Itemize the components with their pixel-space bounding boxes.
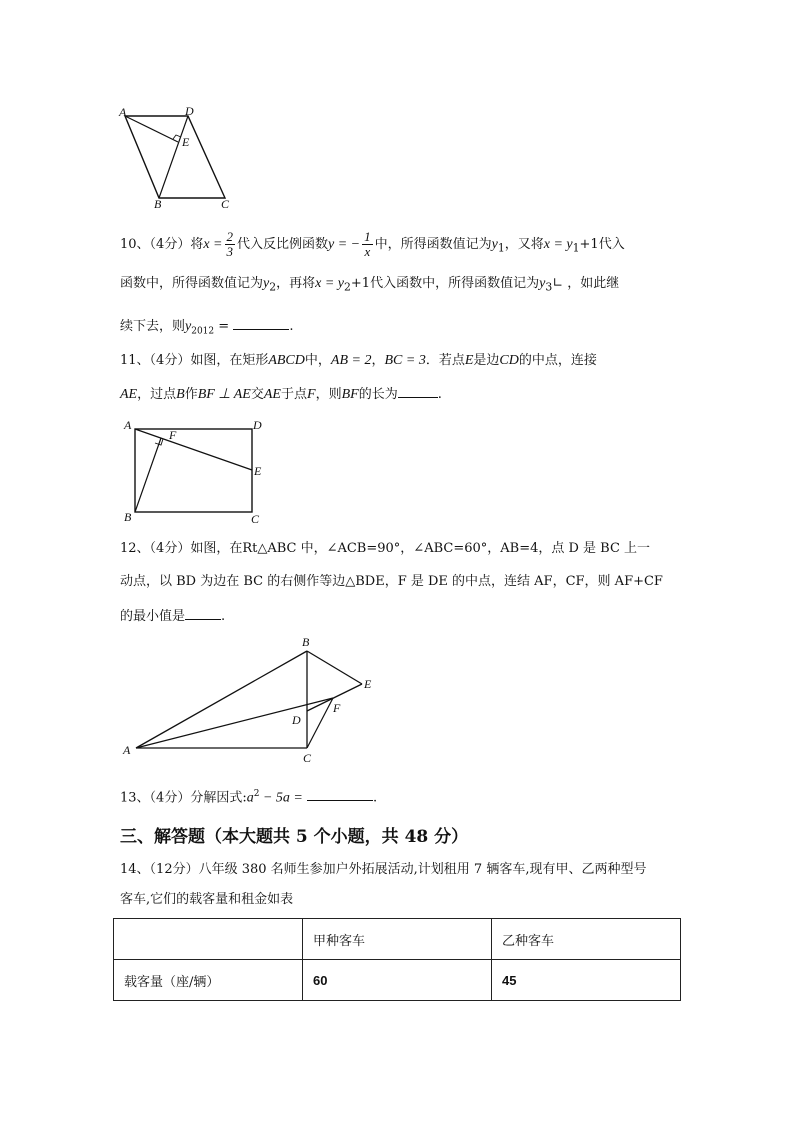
- q10-fraction-2-3: $\frac{2}{3}$: [226, 229, 233, 259]
- q9-label-c: C: [221, 197, 230, 210]
- q12-label-d: D: [292, 713, 301, 727]
- q12-label-c: C: [303, 751, 312, 765]
- rent-table: [113, 918, 681, 1001]
- q14-line-2: 客车,它们的载客量和租金如表: [120, 892, 294, 907]
- q10-answer-blank: [233, 315, 289, 330]
- q12-line-3: 的最小值是 .: [120, 605, 225, 627]
- table-header-cell: [114, 919, 303, 960]
- q11-figure: [118, 415, 278, 527]
- q11-line-1: 11、（4分）如图，在矩形ABCD中，AB = 2，BC = 3．若点E是边CD的中点，连接: [120, 353, 597, 368]
- q11-label-f: F: [169, 428, 177, 442]
- q11-line-2: AE，过点B作BF ⊥ AE交AE于点F，则BF的长为 .: [120, 383, 442, 405]
- q12-answer-blank: [185, 605, 221, 620]
- q12-label-b: B: [302, 635, 310, 649]
- q9-label-e: E: [182, 135, 190, 149]
- q13-answer-blank: [307, 786, 373, 801]
- q11-label-e: E: [254, 464, 262, 478]
- q9-label-b: B: [154, 197, 162, 210]
- table-header-cell: 乙种客车: [492, 919, 681, 960]
- q11-label-c: C: [251, 512, 260, 526]
- q12-label-e: E: [364, 677, 372, 691]
- q13-line: 13、（4分）分解因式$:a^2 - 5a$ = .: [120, 784, 377, 808]
- q12-label-f: F: [333, 701, 341, 715]
- q9-figure: [115, 105, 245, 210]
- table-row: [114, 960, 681, 1001]
- q12-label-a: A: [123, 743, 131, 757]
- table-cell: 60: [303, 960, 492, 1001]
- q14-line-1: 14、（12分）八年级 380 名师生参加户外拓展活动,计划租用 7 辆客车,现有甲、乙两种型号: [120, 862, 647, 877]
- table-header-row: [114, 919, 681, 960]
- q11-label-d: D: [253, 418, 262, 432]
- q11-label-a: A: [124, 418, 132, 432]
- table-header-cell: 甲种客车: [303, 919, 492, 960]
- q12-line-2: 动点，以 BD 为边在 BC 的右侧作等边△BDE，F 是 DE 的中点，连结 AF，CF，则 AF+CF: [120, 574, 663, 589]
- q9-label-a: A: [119, 105, 127, 119]
- q9-label-d: D: [185, 105, 194, 118]
- q12-figure: [118, 632, 388, 767]
- q10-line-1: 10、（4分）将x = $\frac{2}{3}$ 代入反比例函数y = − $\frac{1}{x}$ 中，所得函数值记为$y_1$，又将$x = y_1+1$代入: [120, 229, 625, 259]
- q11-label-b: B: [124, 510, 132, 524]
- table-cell: 45: [492, 960, 681, 1001]
- q12-line-1: 12、（4分）如图，在Rt△ABC 中，∠ACB=90°，∠ABC=60°，AB=4，点 D 是 BC 上一: [120, 541, 651, 556]
- section-title: 三、解答题（本大题共 5 个小题，共 48 分）: [120, 827, 469, 847]
- q10-line-3: 续下去，则$y_{2012}$ = .: [120, 315, 293, 342]
- q10-line-2: 函数中，所得函数值记为$y_2$，再将$x = y_2+1$代入函数中，所得函数值记为$y_3∟$ ，如此继: [120, 276, 620, 294]
- q11-answer-blank: [398, 383, 438, 398]
- q10-fraction-1-x: $\frac{1}{x}$: [364, 229, 371, 259]
- table-cell: 载客量（座/辆）: [114, 960, 303, 1001]
